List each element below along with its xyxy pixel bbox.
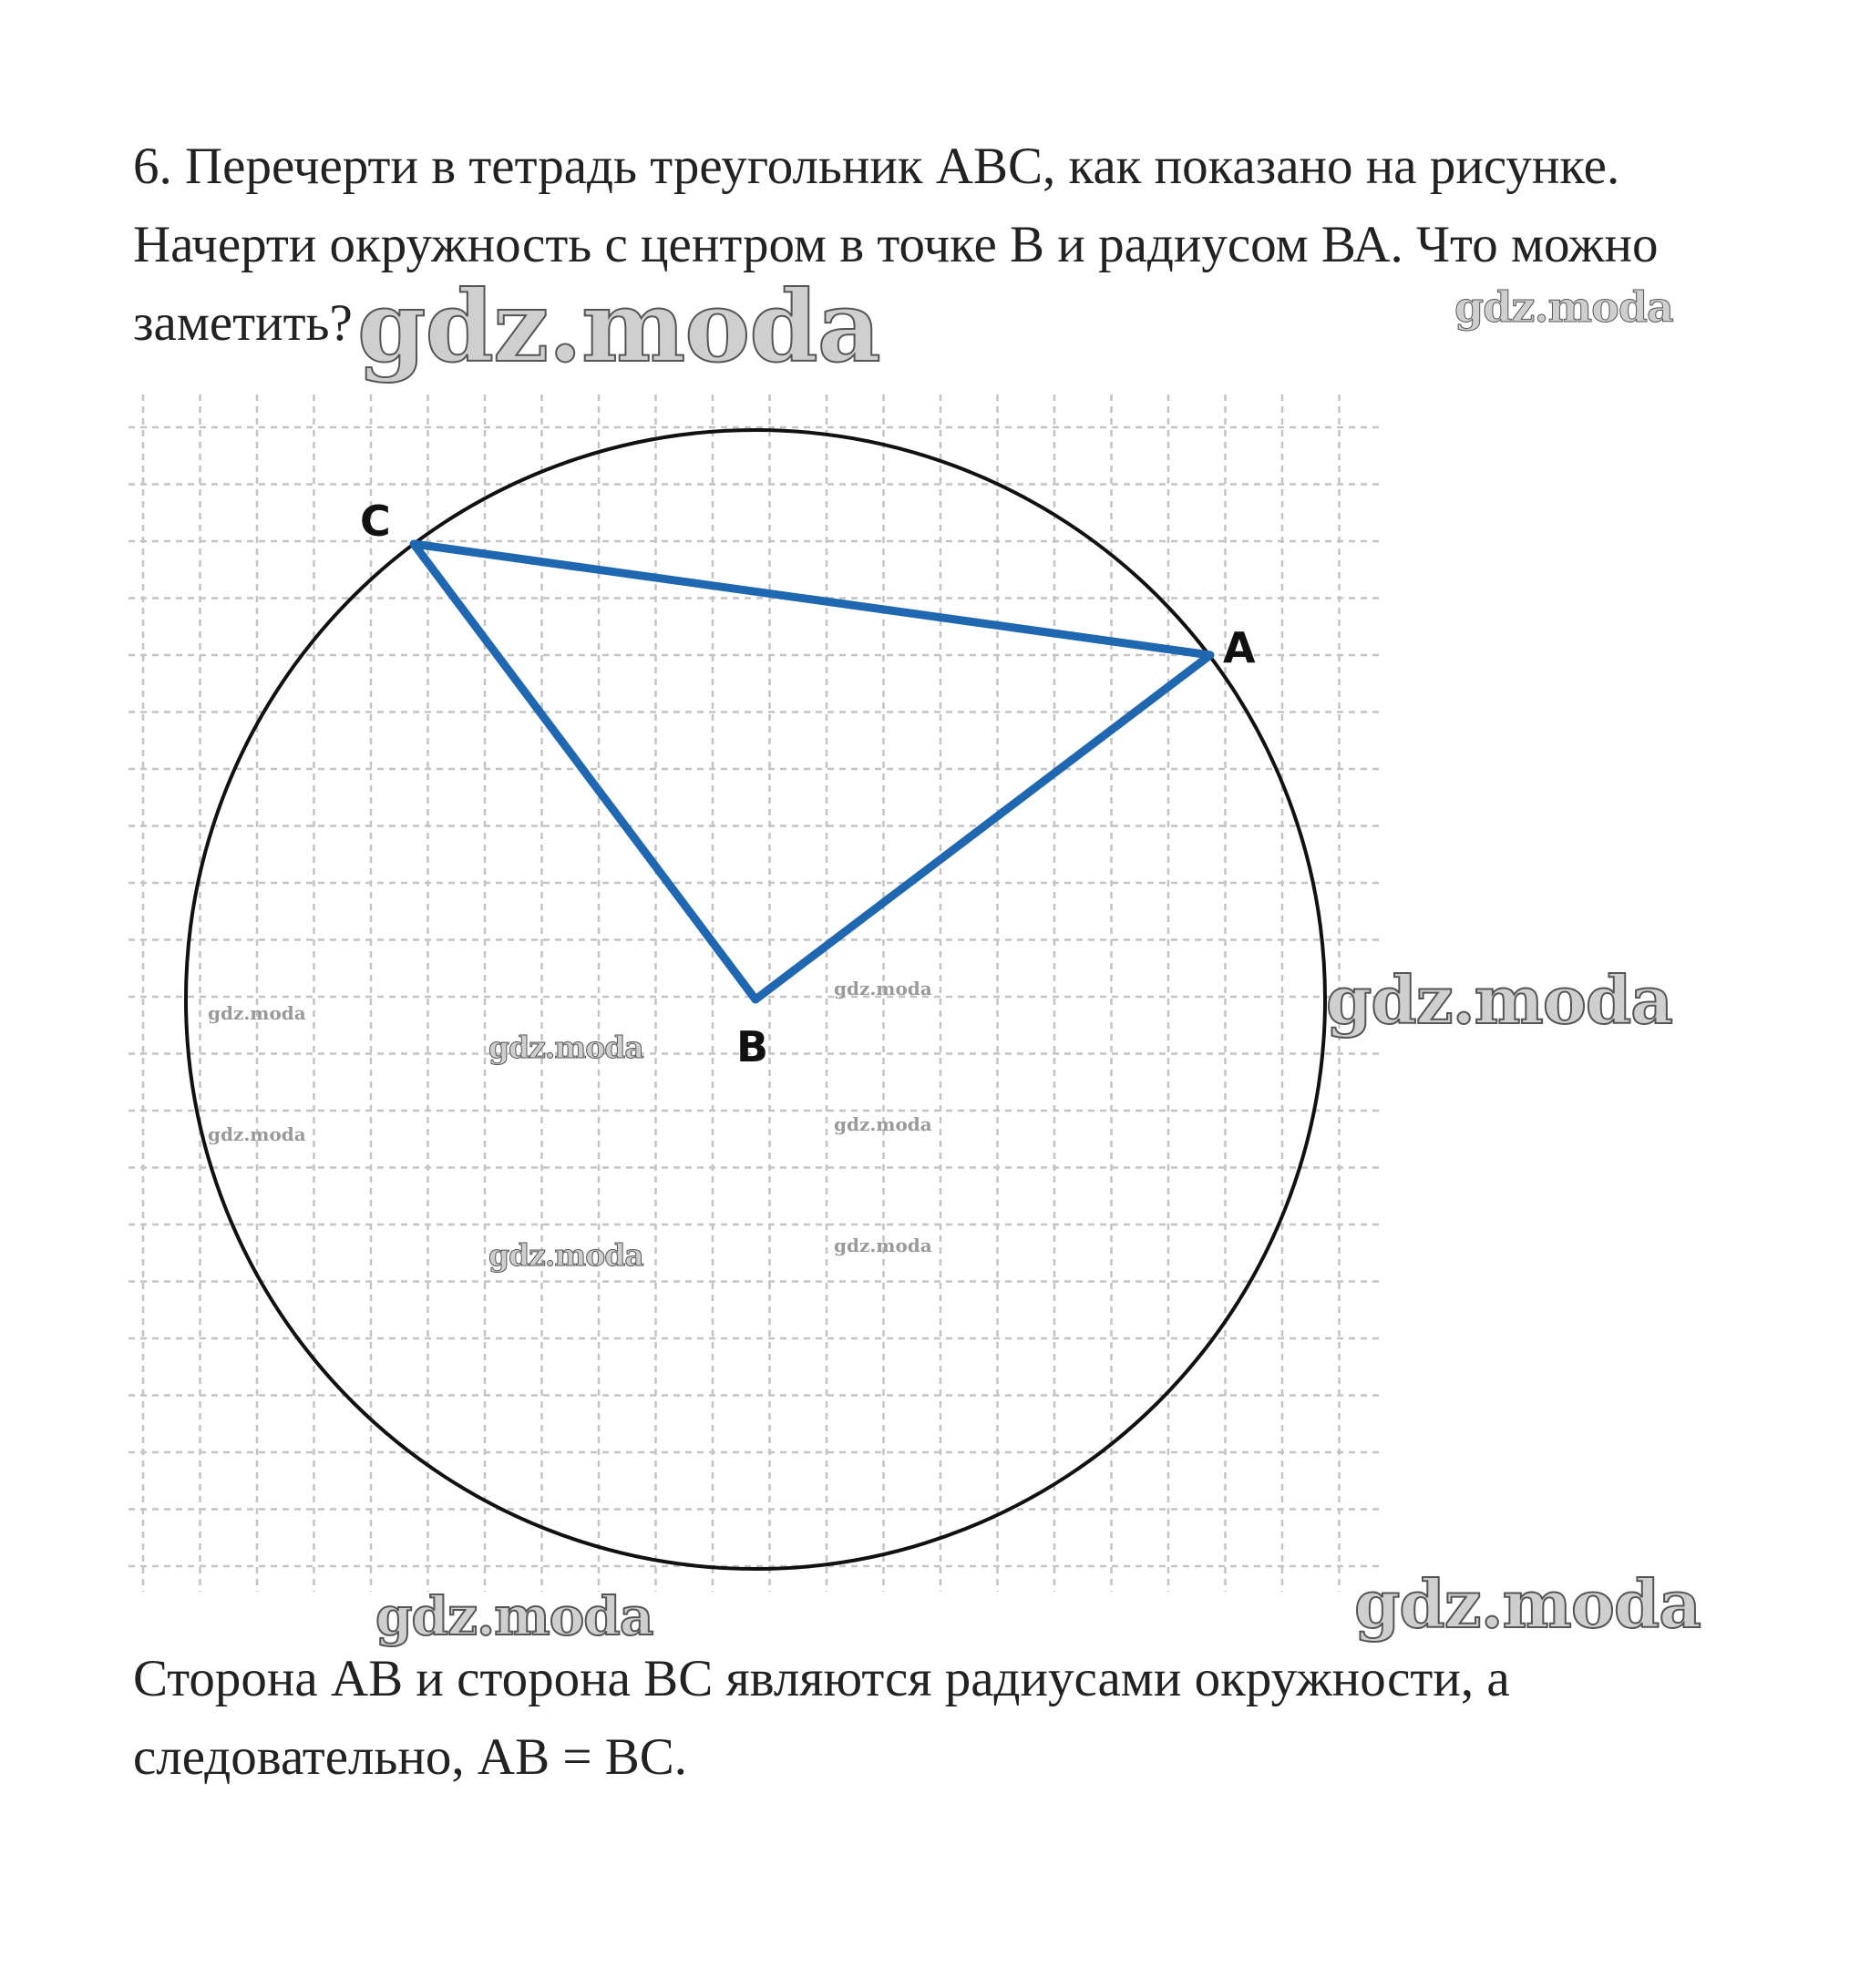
watermark: gdz.moda	[1354, 1565, 1701, 1643]
watermark: gdz.moda	[375, 1585, 653, 1647]
point-label-a: A	[1223, 623, 1256, 672]
watermark: gdz.moda	[357, 270, 880, 384]
watermark: gdz.moda	[1326, 961, 1672, 1039]
triangle-abc	[414, 544, 1210, 999]
point-label-b: B	[736, 1022, 769, 1071]
answer-text: Сторона АВ и сторона ВС являются радиусами окружности, а следовательно, АВ = ВС.	[133, 1650, 1510, 1786]
watermark: gdz.moda	[834, 978, 932, 999]
watermark: gdz.moda	[834, 1235, 932, 1256]
watermark: gdz.moda	[488, 1237, 643, 1273]
watermark: gdz.moda	[834, 1113, 932, 1135]
point-label-c: C	[360, 497, 391, 546]
watermark: gdz.moda	[208, 1002, 306, 1024]
watermark: gdz.moda	[488, 1030, 643, 1065]
task-text: 6. Перечерти в тетрадь треугольник ABC, как показано на рисунке. Начерти окружность с центром в точке В и радиусом ВА. Что можно заметить?	[133, 138, 1659, 352]
watermark: gdz.moda	[1454, 282, 1673, 332]
watermark: gdz.moda	[208, 1123, 306, 1145]
